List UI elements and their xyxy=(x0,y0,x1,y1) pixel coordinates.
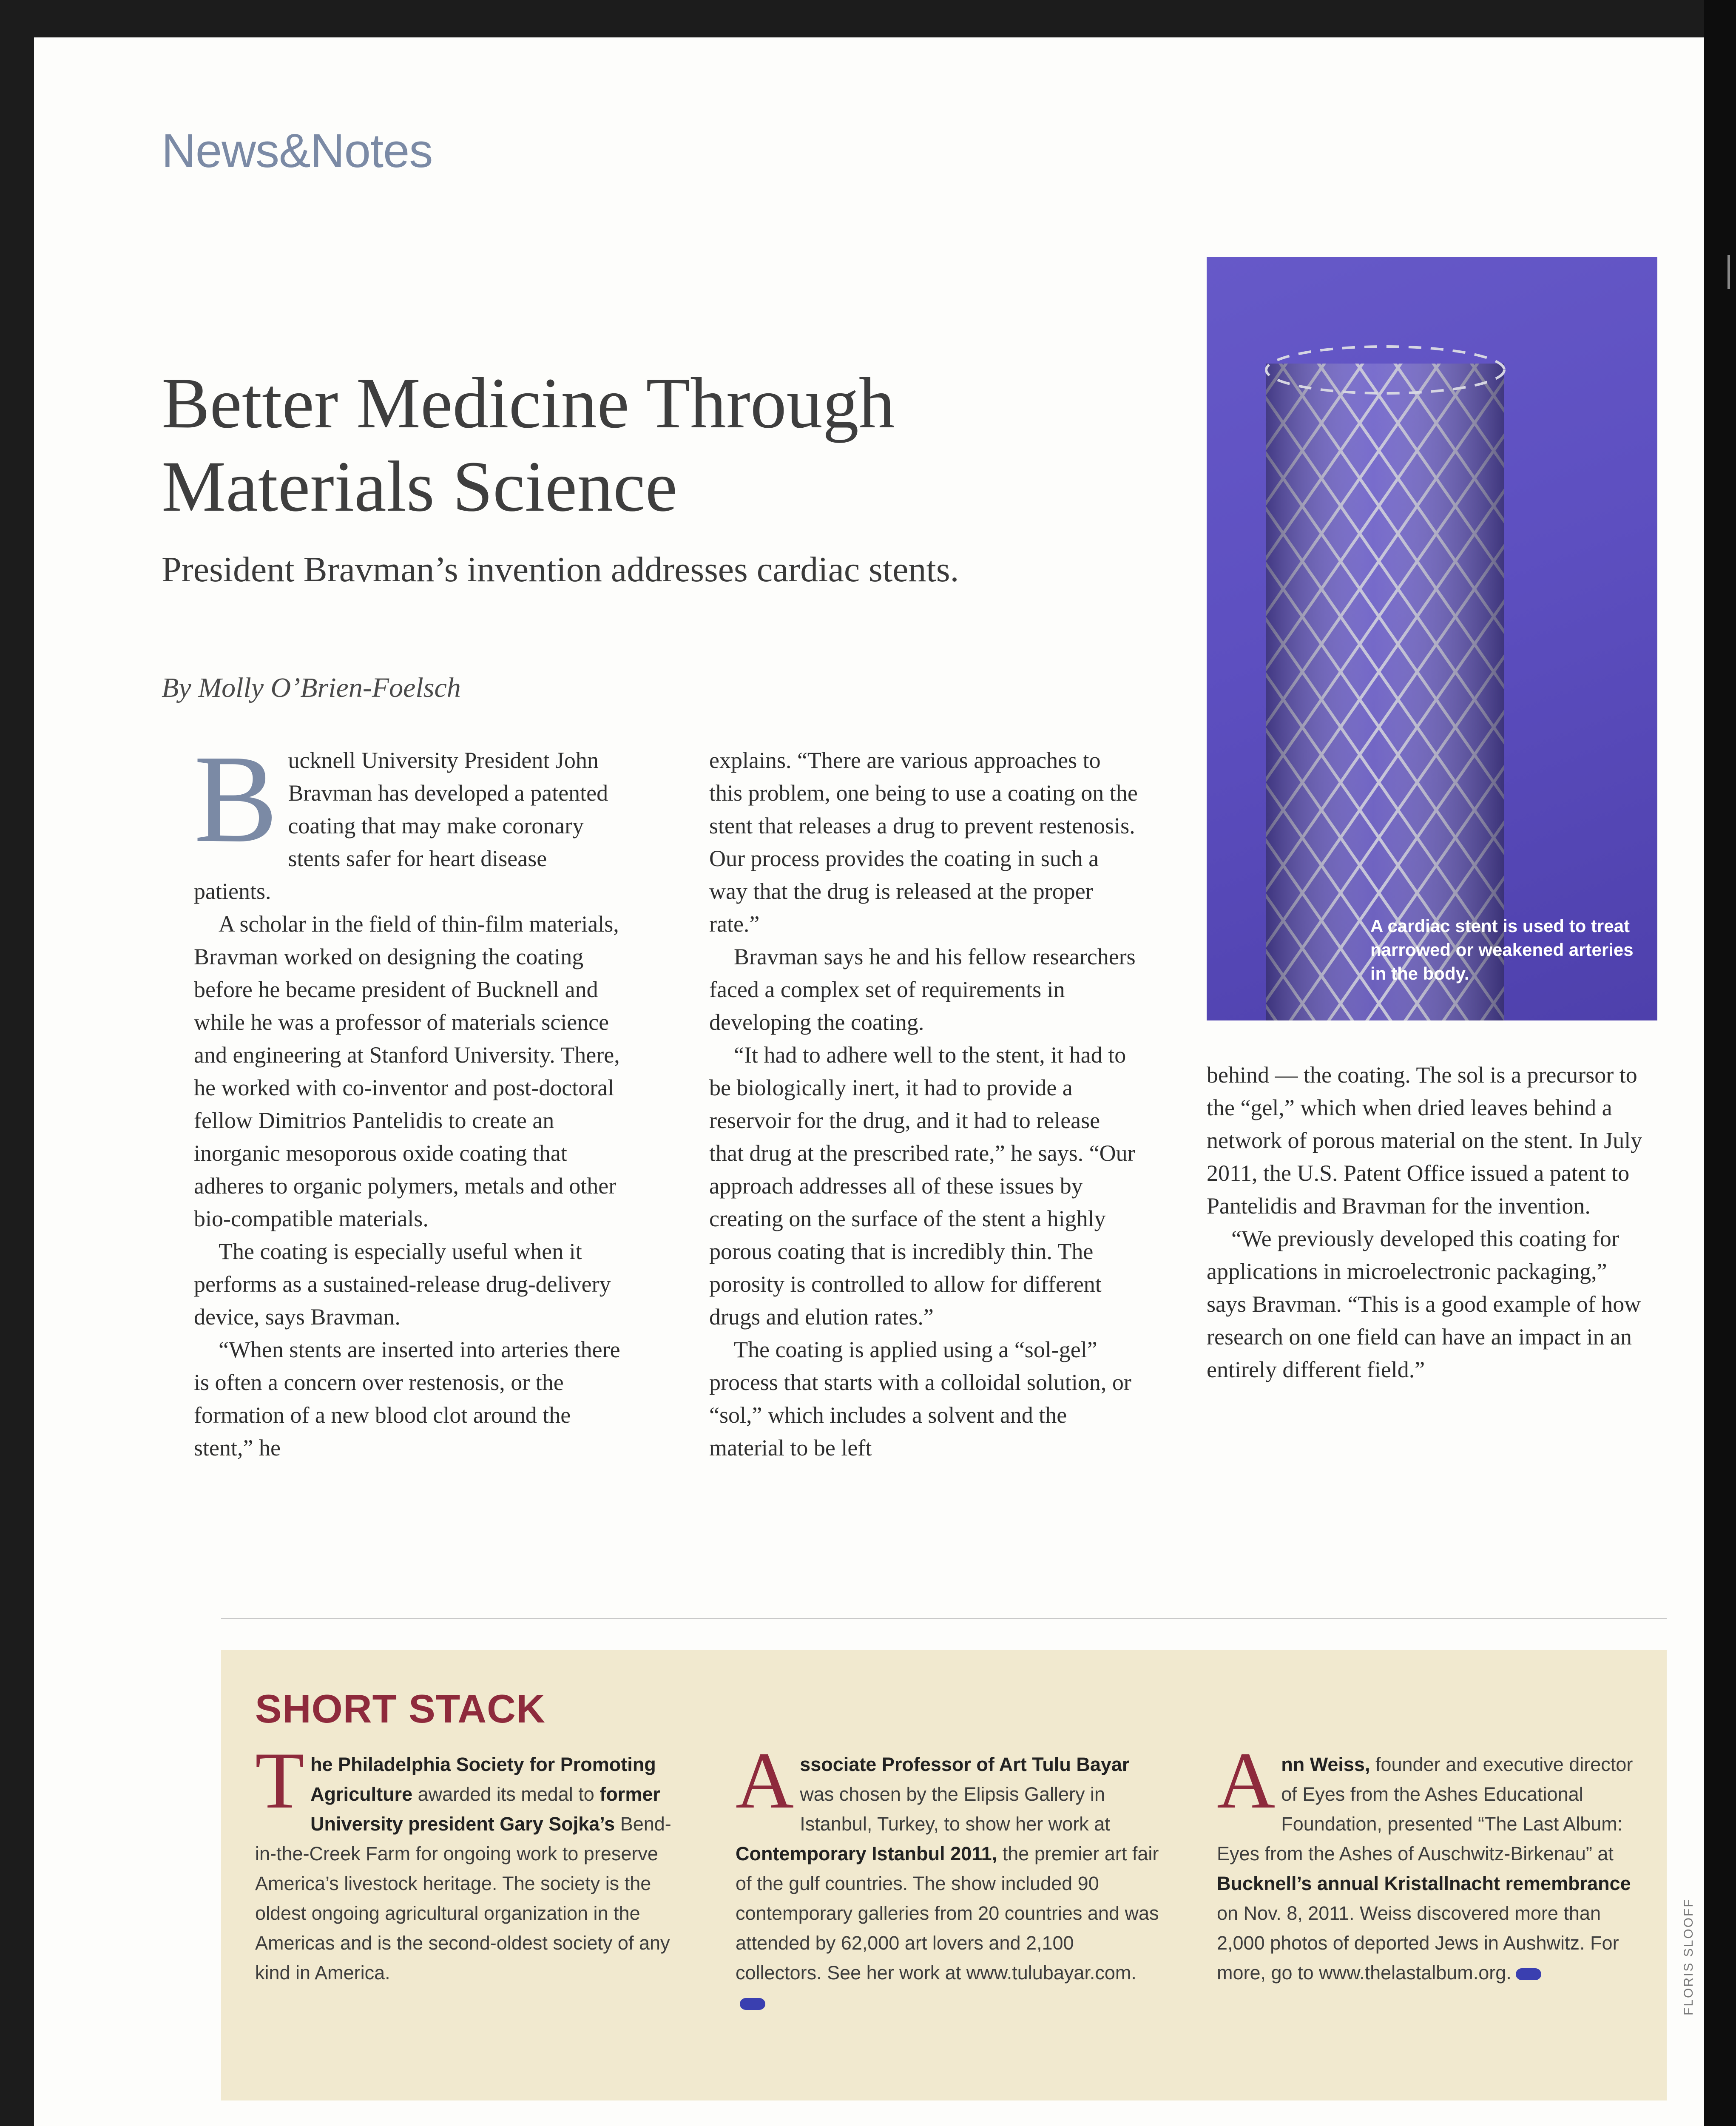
article-dropcap: B xyxy=(194,729,278,869)
spine-mark xyxy=(1727,255,1730,289)
paragraph: “When stents are inserted into arteries there is often a concern over restenosis, or the formation of a new blood clot around the stent,” he xyxy=(194,1337,620,1461)
stent-photo xyxy=(1207,257,1657,1020)
item-lead: ssociate Professor of Art Tulu Bayar xyxy=(800,1754,1130,1775)
item-text: on Nov. 8, 2011. Weiss discovered more than 2,000 photos of deported Jews in Aushwitz. For more, go to www.thelastalbum.org. xyxy=(1217,1902,1619,1984)
item-highlight: former University president Gary Sojka’s xyxy=(310,1783,660,1835)
item-dropcap: A xyxy=(736,1736,794,1825)
paragraph: behind — the coating. The sol is a precursor to the “gel,” which when dried leaves behind a network of porous material on the stent. In July 2011, the U.S. Patent Office issued a patent to Pantelidis and Bravman for the invention. xyxy=(1207,1062,1642,1219)
page-spine xyxy=(1704,0,1736,2126)
item-lead: nn Weiss, xyxy=(1281,1754,1370,1775)
web-link-icon[interactable] xyxy=(1516,1968,1541,1980)
paragraph: The coating is especially useful when it performs as a sustained-release drug-delivery device, says Bravman. xyxy=(194,1239,611,1330)
short-stack-item xyxy=(1217,1736,1646,1988)
item-dropcap: T xyxy=(255,1736,305,1825)
paragraph: ucknell University President John Bravman has developed a patented coating that may make coronary stents safer for heart disease patients. xyxy=(194,748,608,904)
item-text: was chosen by the Elipsis Gallery in Istanbul, Turkey, to show her work at xyxy=(800,1783,1110,1835)
short-stack-item xyxy=(255,1736,685,1988)
item-highlight: Contemporary Istanbul 2011, xyxy=(736,1843,997,1865)
short-stack-title: SHORT STACK xyxy=(255,1686,546,1731)
photo-caption: A cardiac stent is used to treat narrowed or weakened arteries in the body. xyxy=(1370,916,1634,983)
short-stack-item xyxy=(736,1736,1165,2018)
paragraph: “We previously developed this coating for applications in microelectronic packaging,” says Bravman. “This is a good example of how research on one field can have an impact in an entirely different field.” xyxy=(1207,1226,1641,1382)
photo-credit: FLORIS SLOOFF xyxy=(1682,1898,1696,2015)
article-headline: Better Medicine Through Materials Science xyxy=(162,363,895,526)
divider xyxy=(221,1618,1667,1619)
article-byline: By Molly O’Brien-Foelsch xyxy=(162,672,461,703)
paragraph: Bravman says he and his fellow researchers faced a complex set of requirements in developing the coating. xyxy=(709,944,1136,1035)
paragraph: The coating is applied using a “sol-gel” process that starts with a colloidal solution, or “sol,” which includes a solvent and the material to be left xyxy=(709,1337,1131,1461)
item-text: founder and executive director of Eyes from the Ashes Educational Foundation, presented “The Last Album: Eyes from the Ashes of Auschwitz-Birkenau” at xyxy=(1217,1754,1633,1865)
item-text: the premier art fair of the gulf countries. The show included 90 contemporary galleries from 20 countries and was attended by 62,000 art lovers and 2,100 collectors. See her work at www.tulubayar.com. xyxy=(736,1843,1159,1984)
stent-illustration xyxy=(1207,257,1657,1020)
article-deck: President Bravman’s invention addresses cardiac stents. xyxy=(162,550,959,589)
item-dropcap: A xyxy=(1217,1736,1276,1825)
item-text: Bend-in-the-Creek Farm for ongoing work to preserve America’s livestock heritage. The society is the oldest ongoing agricultural organization in the Americas and is the second-oldest society of any kind in America. xyxy=(255,1813,671,1984)
web-link-icon[interactable] xyxy=(740,1998,765,2010)
section-title: News&Notes xyxy=(162,124,433,177)
paragraph: explains. “There are various approaches to this problem, one being to use a coating on the stent that releases a drug to prevent restenosis. Our process provides the coating in such a way that the drug is released at the proper rate.” xyxy=(709,748,1138,937)
paragraph: “It had to adhere well to the stent, it had to be biologically inert, it had to provide a reservoir for the drug, and it had to release that drug at the prescribed rate,” he says. “Our approach addresses all of these issues by creating on the surface of the stent a highly porous coating that is incredibly thin. The porosity is controlled to allow for different drugs and elution rates.” xyxy=(709,1042,1135,1330)
article-column-2 xyxy=(709,744,1139,1464)
paragraph: A scholar in the field of thin-film materials, Bravman worked on designing the coating before he became president of Bucknell and while he was a professor of materials science and engineering at Stanford University. There, he worked with co-inventor and post-doctoral fellow Dimitrios Pantelidis to create an inorganic mesoporous oxide coating that adheres to organic polymers, metals and other bio-compatible materials. xyxy=(194,911,620,1231)
article-column-3 xyxy=(1207,1059,1645,1386)
item-lead: he Philadelphia Society for Promoting Agriculture xyxy=(310,1754,656,1805)
item-text: awarded its medal to xyxy=(412,1783,600,1805)
item-highlight: Bucknell’s annual Kristallnacht remembrance xyxy=(1217,1873,1631,1894)
article-column-1 xyxy=(194,729,623,1464)
